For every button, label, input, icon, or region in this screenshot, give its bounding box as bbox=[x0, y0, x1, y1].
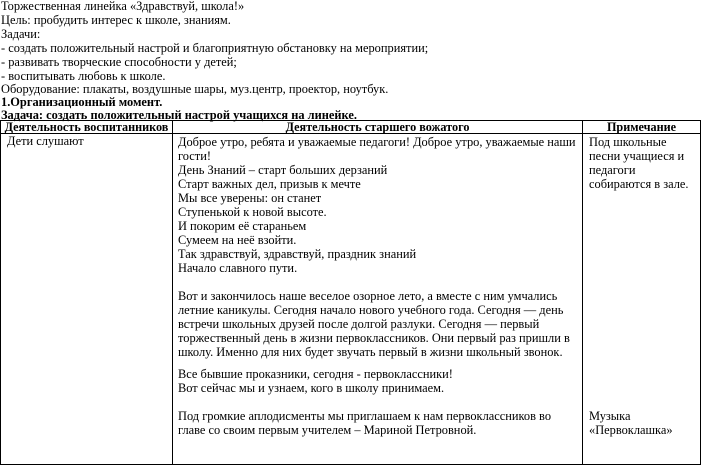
table-row bbox=[1, 134, 701, 465]
poem-line: Сумеем на неё взойти. bbox=[178, 233, 297, 247]
students-activity: Дети слушают bbox=[7, 134, 84, 148]
poem-line: Начало славного пути. bbox=[178, 261, 298, 275]
leader-paragraph: Вот и закончилось наше веселое озорное лето, а вместе с ним умчались летние каникулы. Сегодня начало нового учебного года. Сегодня — день встречи школьных друзей после долгой разлуки. Сегодня — первый торжественный день в жизни первоклассников. Они первый раз пришли в школу. Именно для них будет звучать первый в жизни школьный звонок. bbox=[178, 289, 570, 359]
poem-line: Старт важных дел, призыв к мечте bbox=[178, 177, 361, 191]
tasks-label: Задачи: bbox=[1, 27, 41, 41]
task-item: - развивать творческие способности у детей; bbox=[1, 55, 237, 69]
leader-invite: Под громкие аплодисменты мы приглашаем к нам первоклассников во главе со своим первым учителем – Мариной Петровной. bbox=[178, 409, 552, 437]
students-cell bbox=[1, 134, 173, 465]
leader-greeting: Доброе утро, ребята и уважаемые педагоги! Доброе утро, уважаемые наши гости! bbox=[178, 135, 576, 163]
poem-line: Ступенькой к новой высоте. bbox=[178, 205, 327, 219]
task-item: - создать положительный настрой и благоприятную обстановку на мероприятии; bbox=[1, 41, 429, 55]
goal-line: Цель: пробудить интерес к школе, знаниям. bbox=[1, 13, 231, 27]
section-task: Задача: создать положительный настрой учащихся на линейке. bbox=[1, 108, 357, 122]
document-title: Торжественная линейка «Здравствуй, школа!» bbox=[1, 0, 245, 13]
poem-line: Так здравствуй, здравствуй, праздник знаний bbox=[178, 247, 417, 261]
column-header-students: Деятельность воспитанников bbox=[1, 121, 173, 134]
column-header-leader: Деятельность старшего вожатого bbox=[173, 121, 583, 134]
poem-line: Мы все уверены: он станет bbox=[178, 191, 322, 205]
equipment-line: Оборудование: плакаты, воздушные шары, муз.центр, проектор, ноутбук. bbox=[1, 82, 389, 96]
table-header-row bbox=[1, 121, 701, 134]
former-line: Вот сейчас мы и узнаем, кого в школу принимаем. bbox=[178, 381, 445, 395]
note-music: Музыка «Первоклашка» bbox=[589, 409, 673, 437]
notes-cell bbox=[583, 134, 701, 465]
poem-line: День Знаний – старт больших дерзаний bbox=[178, 163, 388, 177]
leader-cell bbox=[173, 134, 583, 465]
activity-table bbox=[0, 120, 701, 465]
note-first: Под школьные песни учащиеся и педагоги собираются в зале. bbox=[589, 135, 689, 191]
task-item: - воспитывать любовь к школе. bbox=[1, 69, 166, 83]
former-line: Все бывшие проказники, сегодня - первоклассники! bbox=[178, 367, 453, 381]
section-heading: 1.Организационный момент. bbox=[1, 95, 163, 109]
column-header-notes: Примечание bbox=[583, 121, 701, 134]
poem-line: И покорим её стараньем bbox=[178, 219, 307, 233]
